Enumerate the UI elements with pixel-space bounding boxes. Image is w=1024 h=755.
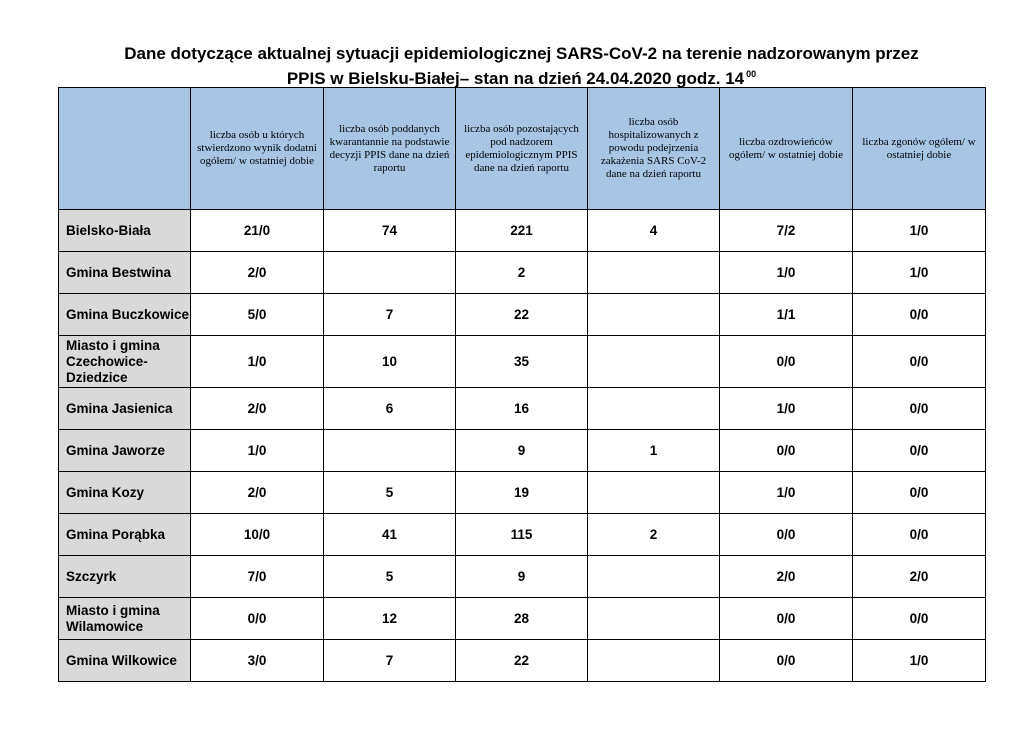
- table-cell: 5: [324, 472, 456, 514]
- table-cell: 16: [456, 388, 588, 430]
- table-cell: 0/0: [853, 430, 986, 472]
- table-cell: [588, 252, 720, 294]
- column-header: liczba osób pozostających pod nadzorem epidemiologicznym PPIS dane na dzień raportu: [456, 88, 588, 210]
- table-row: [59, 294, 986, 336]
- table-cell: 12: [324, 598, 456, 640]
- title-line-1: Dane dotyczące aktualnej sytuacji epidemiologicznej SARS-CoV-2 na terenie nadzorowanym przez: [124, 44, 919, 63]
- table-row: [59, 556, 986, 598]
- table-row: [59, 210, 986, 252]
- table-cell: 1/0: [720, 388, 853, 430]
- row-location-name: Miasto i gmina Wilamowice: [59, 598, 191, 640]
- table-cell: 22: [456, 294, 588, 336]
- table-cell: 0/0: [853, 336, 986, 388]
- table-cell: 19: [456, 472, 588, 514]
- table-cell: 7/0: [191, 556, 324, 598]
- table-cell: [588, 472, 720, 514]
- table-cell: 35: [456, 336, 588, 388]
- title-time-superscript: 00: [746, 69, 757, 79]
- column-header: liczba zgonów ogółem/ w ostatniej dobie: [853, 88, 986, 210]
- table-cell: 1/0: [853, 210, 986, 252]
- table-cell: 221: [456, 210, 588, 252]
- table-cell: 2/0: [191, 252, 324, 294]
- column-header: liczba osób poddanych kwarantannie na podstawie decyzji PPIS dane na dzień raportu: [324, 88, 456, 210]
- table-cell: 7: [324, 640, 456, 682]
- column-header: liczba ozdrowieńców ogółem/ w ostatniej dobie: [720, 88, 853, 210]
- table-cell: 41: [324, 514, 456, 556]
- row-location-name: Szczyrk: [59, 556, 191, 598]
- table-cell: 3/0: [191, 640, 324, 682]
- table-cell: [588, 640, 720, 682]
- table-cell: 4: [588, 210, 720, 252]
- epidemiological-table: [58, 87, 986, 682]
- table-cell: 0/0: [720, 598, 853, 640]
- table-cell: 0/0: [720, 430, 853, 472]
- table-cell: 1/0: [191, 336, 324, 388]
- row-location-name: Gmina Buczkowice: [59, 294, 191, 336]
- table-cell: 0/0: [853, 598, 986, 640]
- table-cell: 0/0: [720, 640, 853, 682]
- header-corner-cell: [59, 88, 191, 210]
- table-cell: 0/0: [720, 514, 853, 556]
- row-location-name: Gmina Wilkowice: [59, 640, 191, 682]
- table-cell: 10: [324, 336, 456, 388]
- table-cell: 7/2: [720, 210, 853, 252]
- table-cell: 5/0: [191, 294, 324, 336]
- table-cell: 0/0: [191, 598, 324, 640]
- table-row: [59, 472, 986, 514]
- table-cell: [324, 252, 456, 294]
- table-cell: 0/0: [853, 294, 986, 336]
- table-cell: [588, 598, 720, 640]
- table-cell: 10/0: [191, 514, 324, 556]
- table-row: [59, 252, 986, 294]
- table-cell: 0/0: [853, 472, 986, 514]
- table-cell: 74: [324, 210, 456, 252]
- table-cell: 1/1: [720, 294, 853, 336]
- table-cell: 5: [324, 556, 456, 598]
- table-row: [59, 514, 986, 556]
- row-location-name: Gmina Jaworze: [59, 430, 191, 472]
- table-body: [59, 210, 986, 682]
- table-cell: [324, 430, 456, 472]
- table-row: [59, 640, 986, 682]
- table-cell: 1/0: [853, 252, 986, 294]
- table-row: [59, 388, 986, 430]
- document-title: [40, 44, 1003, 89]
- table-cell: 6: [324, 388, 456, 430]
- table-cell: 9: [456, 556, 588, 598]
- column-header: liczba osób u których stwierdzono wynik dodatni ogółem/ w ostatniej dobie: [191, 88, 324, 210]
- title-line-2-text: PPIS w Bielsku-Białej– stan na dzień 24.04.2020 godz. 14: [286, 69, 745, 88]
- table-header-row: [59, 88, 986, 210]
- table-cell: 2/0: [720, 556, 853, 598]
- table-cell: 21/0: [191, 210, 324, 252]
- table-cell: 28: [456, 598, 588, 640]
- table-cell: 7: [324, 294, 456, 336]
- column-header: liczba osób hospitalizowanych z powodu podejrzenia zakażenia SARS CoV-2 dane na dzień raportu: [588, 88, 720, 210]
- table-cell: 2/0: [191, 472, 324, 514]
- table-cell: 1: [588, 430, 720, 472]
- title-line-2: [40, 64, 1003, 89]
- row-location-name: Bielsko-Biała: [59, 210, 191, 252]
- table-cell: 1/0: [720, 472, 853, 514]
- table-cell: [588, 388, 720, 430]
- table-cell: 2: [456, 252, 588, 294]
- table-cell: 9: [456, 430, 588, 472]
- table-cell: 1/0: [191, 430, 324, 472]
- table-row: [59, 598, 986, 640]
- row-location-name: Gmina Porąbka: [59, 514, 191, 556]
- row-location-name: Miasto i gmina Czechowice-Dziedzice: [59, 336, 191, 388]
- row-location-name: Gmina Kozy: [59, 472, 191, 514]
- table-cell: 115: [456, 514, 588, 556]
- table-cell: 2: [588, 514, 720, 556]
- table-cell: [588, 294, 720, 336]
- table-cell: 1/0: [853, 640, 986, 682]
- table-cell: 1/0: [720, 252, 853, 294]
- table-row: [59, 336, 986, 388]
- table-cell: 22: [456, 640, 588, 682]
- table-cell: [588, 556, 720, 598]
- table-cell: 0/0: [853, 514, 986, 556]
- row-location-name: Gmina Bestwina: [59, 252, 191, 294]
- table-cell: 0/0: [720, 336, 853, 388]
- table-cell: 2/0: [191, 388, 324, 430]
- table-cell: 2/0: [853, 556, 986, 598]
- table-cell: [588, 336, 720, 388]
- row-location-name: Gmina Jasienica: [59, 388, 191, 430]
- table-cell: 0/0: [853, 388, 986, 430]
- table-row: [59, 430, 986, 472]
